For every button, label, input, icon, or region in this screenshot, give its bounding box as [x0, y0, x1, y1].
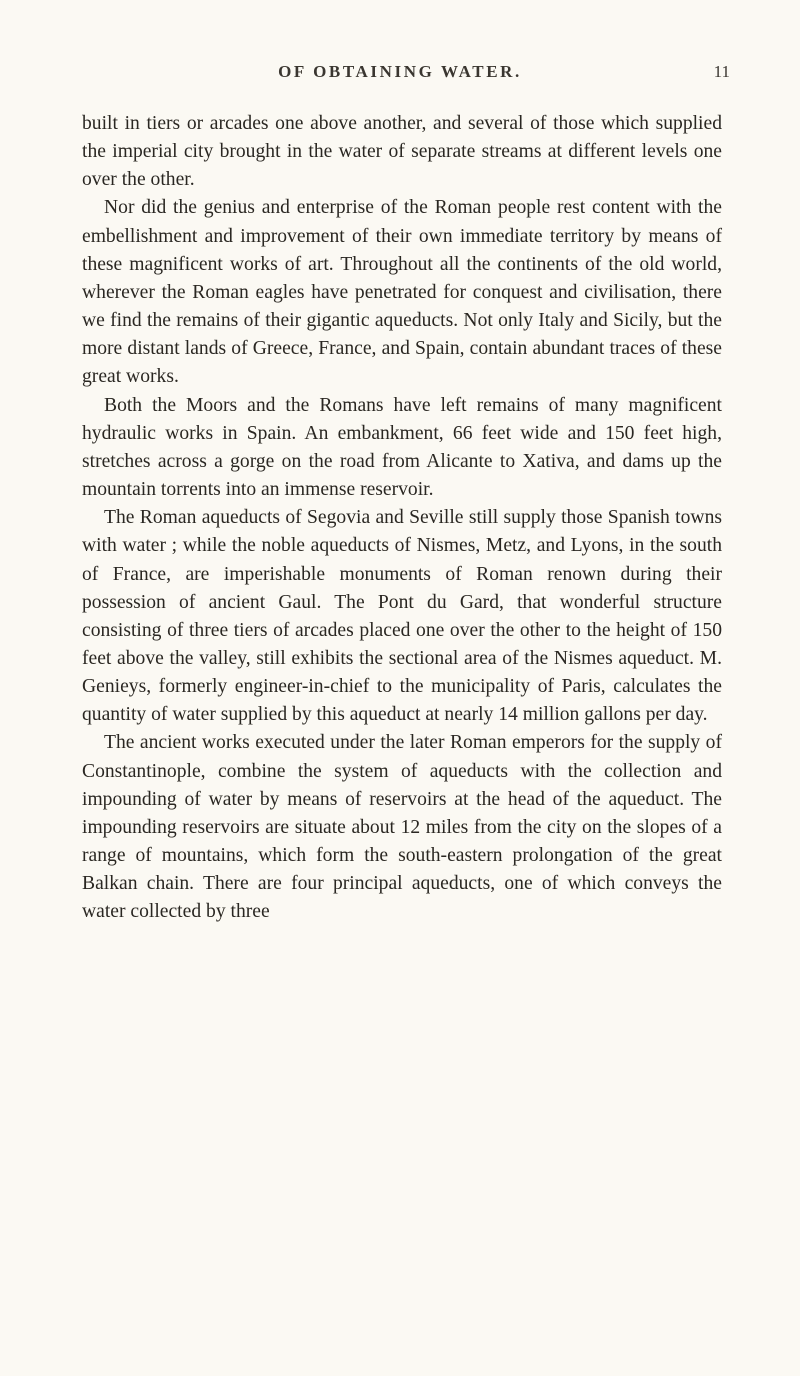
paragraph-constantinople: The ancient works executed under the later Roman emperors for the supply of Constantinople, combine the system of aqueducts with the collection and impounding of water by means of reservoirs at the head of the aqueduct. The impounding reservoirs are situate about 12 miles from the city on the slopes of a range of mountains, which form the south-eastern prolongation of the great Balkan chain. There are four principal aqueducts, one of which conveys the water collected by three [82, 732, 722, 923]
running-title: OF OBTAINING WATER. [278, 62, 522, 81]
running-head [70, 62, 730, 86]
paragraph-continued: built in tiers or arcades one above another, and several of those which supplied the imperial city brought in the water of separate streams at different levels one over the other. [82, 113, 722, 191]
paragraph-roman-aqueducts: Nor did the genius and enterprise of the Roman people rest content with the embellishment and improvement of their own immediate territory by means of these magnificent works of art. Throughout all the continents of the old world, wherever the Roman eagles have penetrated for conquest and civilisation, there we find the remains of their gigantic aqueducts. Not only Italy and Sicily, but the more distant lands of Greece, France, and Spain, contain abundant traces of these great works. [82, 197, 722, 388]
paragraph-spain-hydraulic-works: Both the Moors and the Romans have left remains of many magnificent hydraulic works in Spain. An embankment, 66 feet wide and 150 feet high, stretches across a gorge on the road from Alicante to Xativa, and dams up the mountain torrents into an immense reservoir. [82, 394, 722, 501]
paragraph-segovia-nismes: The Roman aqueducts of Segovia and Seville still supply those Spanish towns with water ; while the noble aqueducts of Nismes, Metz, and Lyons, in the south of France, are imperishable monuments of Roman renown during their possession of ancient Gaul. The Pont du Gard, that wonderful structure consisting of three tiers of arcades placed one over the other to the height of 150 feet above the valley, still exhibits the sectional area of the Nismes aqueduct. M. Genieys, formerly engineer-in-chief to the municipality of Paris, calculates the quantity of water supplied by this aqueduct at nearly 14 million gallons per day. [82, 507, 722, 726]
body-text [82, 110, 722, 927]
page-number: 11 [713, 62, 730, 81]
